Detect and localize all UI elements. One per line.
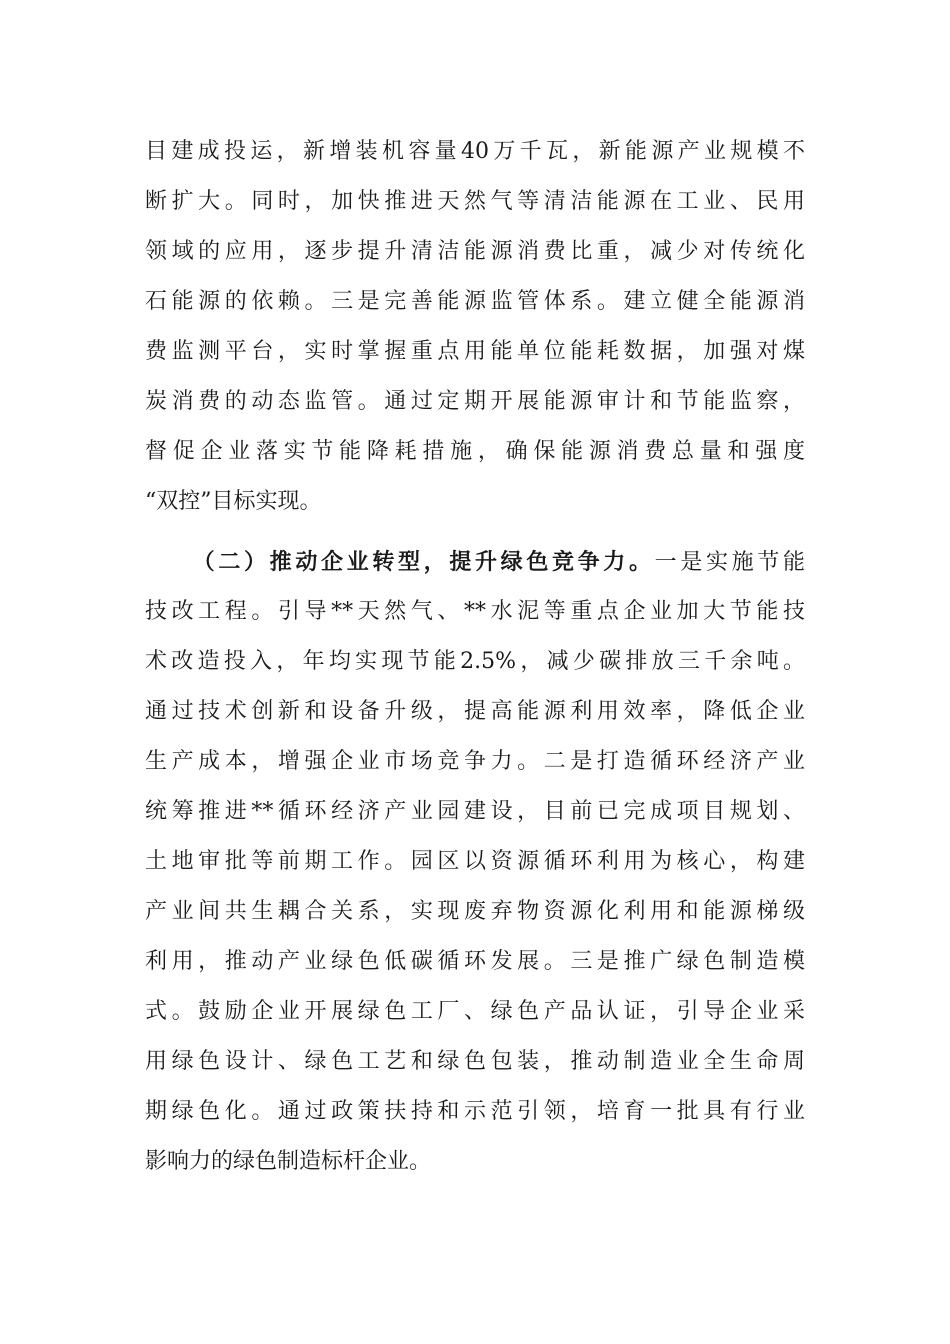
text-line: 费监测平台，实时掌握重点用能单位能耗数据，加强对煤 [145, 339, 805, 364]
text-line: 断扩大。同时，加快推进天然气等清洁能源在工业、民用 [145, 189, 805, 214]
text-line: 产业间共生耦合关系，实现废弃物资源化利用和能源梯级 [145, 899, 805, 924]
text-line: 术改造投入，年均实现节能2.5%，减少碳排放三千余吨。 [145, 649, 805, 674]
text-line: 生产成本，增强企业市场竞争力。二是打造循环经济产业 [145, 749, 805, 774]
text-line: 统筹推进**循环经济产业园建设，目前已完成项目规划、 [145, 799, 805, 824]
text-line: “双控”目标实现。 [145, 489, 322, 514]
text-line: 技改工程。引导**天然气、**水泥等重点企业加大节能技 [145, 599, 805, 624]
text-line: 土地审批等前期工作。园区以资源循环利用为核心，构建 [145, 849, 805, 874]
text-line: 利用，推动产业绿色低碳循环发展。三是推广绿色制造模 [145, 949, 805, 974]
text-line: 督促企业落实节能降耗措施，确保能源消费总量和强度 [145, 439, 805, 464]
text-line: 影响力的绿色制造标杆企业。 [145, 1149, 432, 1174]
paragraph-first-line [145, 547, 805, 577]
text-line: 式。鼓励企业开展绿色工厂、绿色产品认证，引导企业采 [145, 999, 805, 1024]
text-span: 一是实施节能 [654, 550, 805, 575]
text-line: 炭消费的动态监管。通过定期开展能源审计和节能监察， [145, 389, 805, 414]
text-line: 用绿色设计、绿色工艺和绿色包装，推动制造业全生命周 [145, 1049, 805, 1074]
text-line: 期绿色化。通过政策扶持和示范引领，培育一批具有行业 [145, 1099, 805, 1124]
section-heading: （二）推动企业转型，提升绿色竞争力。 [189, 549, 655, 575]
text-line: 目建成投运，新增装机容量40万千瓦，新能源产业规模不 [145, 139, 805, 164]
text-line: 石能源的依赖。三是完善能源监管体系。建立健全能源消 [145, 289, 805, 314]
text-line: 领域的应用，逐步提升清洁能源消费比重，减少对传统化 [145, 239, 805, 264]
text-line: 通过技术创新和设备升级，提高能源利用效率，降低企业 [145, 699, 805, 724]
